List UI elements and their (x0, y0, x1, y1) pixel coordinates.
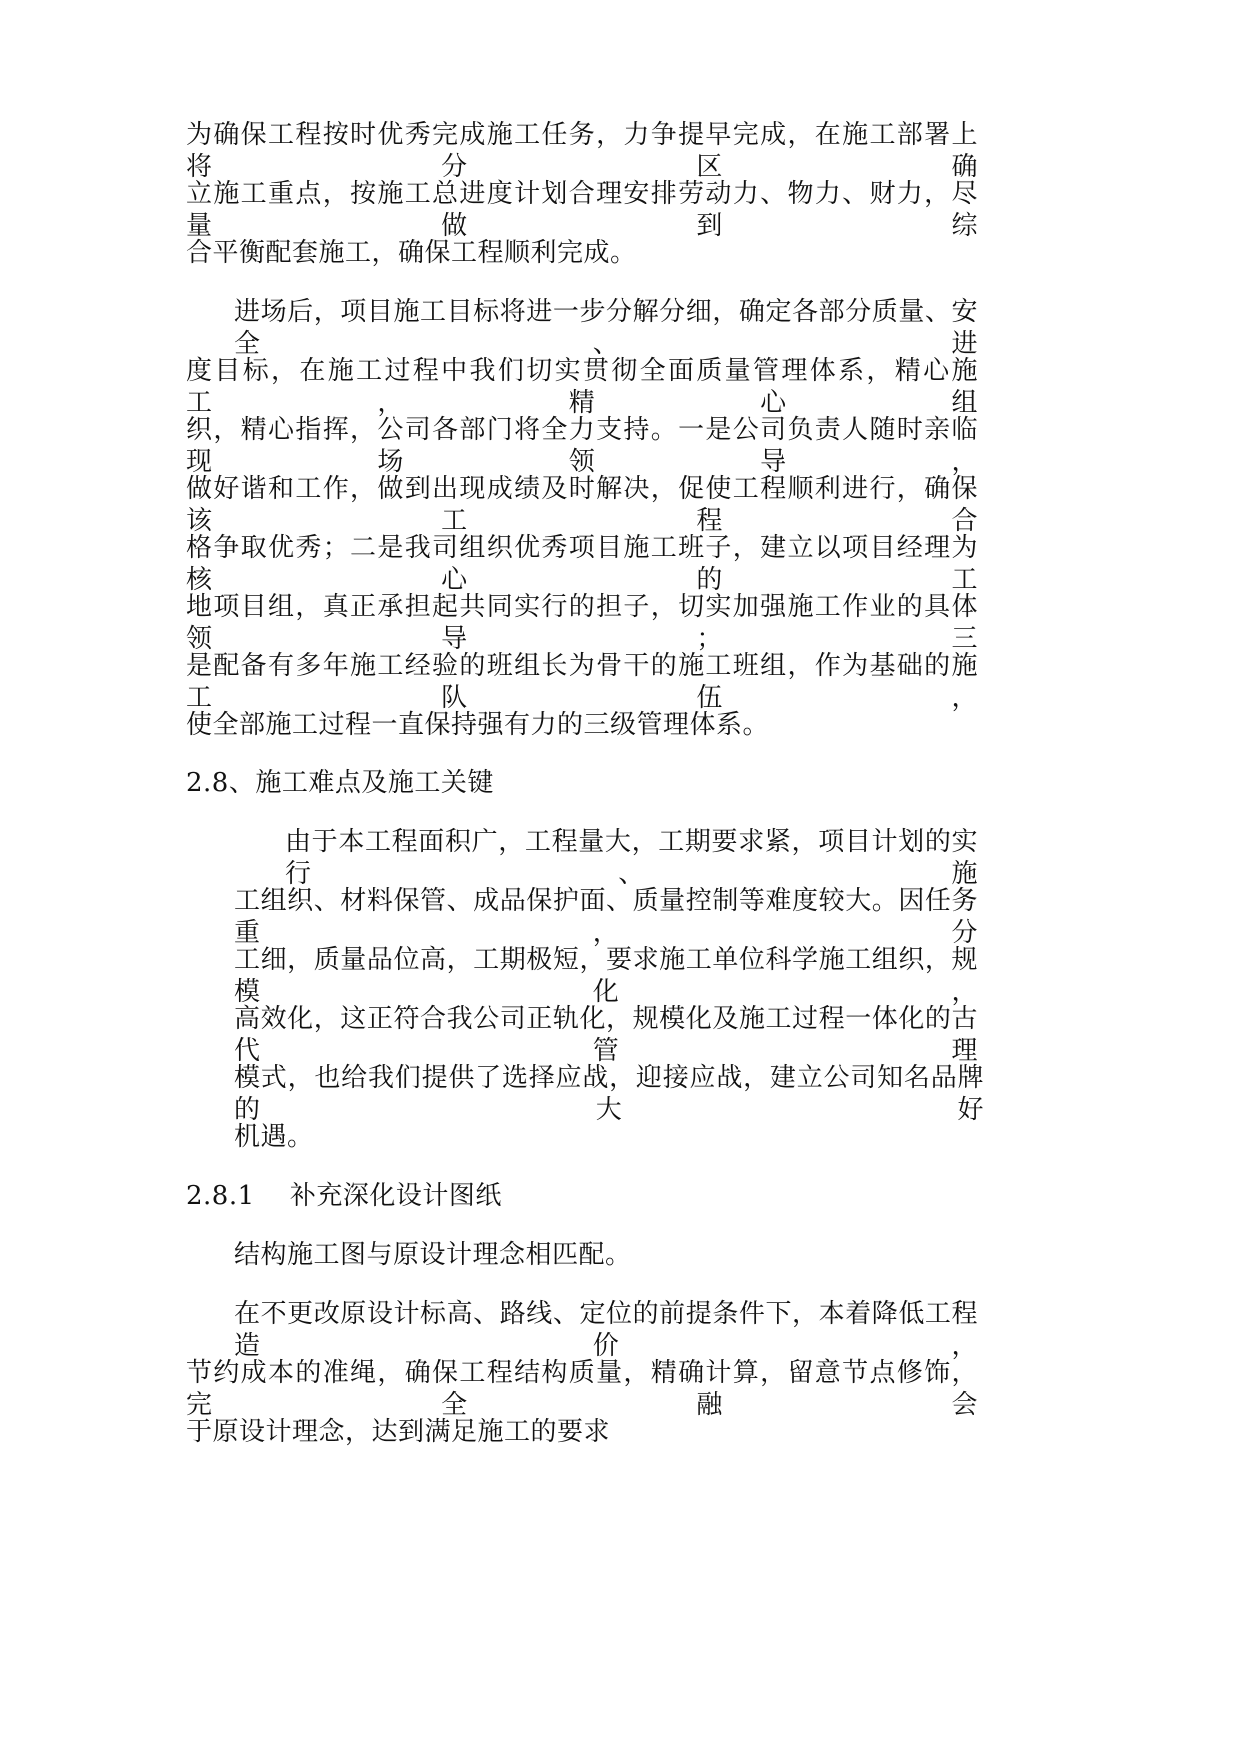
paragraph2-line-5: 格争取优秀；二是我司组织优秀项目施工班子，建立以项目经理为核心的工 (186, 533, 978, 595)
section-2-8-1-paragraph2-line-2: 节约成本的准绳，确保工程结构质量，精确计算，留意节点修饰，完全融会 (186, 1358, 978, 1420)
paragraph2-line-7: 是配备有多年施工经验的班组长为骨干的施工班组，作为基础的施工队伍， (186, 651, 978, 713)
section-2-8-line-5: 模式，也给我们提供了选择应战，迎接应战，建立公司知名品牌的大好 (234, 1063, 984, 1125)
section-2-8-line-4: 高效化，这正符合我公司正轨化，规模化及施工过程一体化的古代管理 (234, 1004, 978, 1066)
paragraph1-line-3: 合平衡配套施工，确保工程顺利完成。 (186, 238, 637, 268)
section-2-8-1-paragraph1: 结构施工图与原设计理念相匹配。 (234, 1240, 632, 1270)
section-2-8-heading: 2.8、施工难点及施工关键 (186, 768, 494, 798)
section-2-8-line-6: 机遇。 (234, 1122, 314, 1152)
paragraph1-line-1: 为确保工程按时优秀完成施工任务，力争提早完成，在施工部署上将分区确 (186, 120, 978, 182)
paragraph2-line-2: 度目标，在施工过程中我们切实贯彻全面质量管理体系，精心施工，精心组 (186, 356, 978, 418)
section-2-8-line-3: 工细，质量品位高，工期极短，要求施工单位科学施工组织，规模化， (234, 945, 978, 1007)
section-2-8-line-2: 工组织、材料保管、成品保护面、质量控制等难度较大。因任务重，分 (234, 886, 978, 948)
paragraph2-line-4: 做好谐和工作，做到出现成绩及时解决，促使工程顺利进行，确保该工程合 (186, 474, 978, 536)
paragraph2-line-3: 织，精心指挥，公司各部门将全力支持。一是公司负责人随时亲临现场领导， (186, 415, 978, 477)
section-2-8-1-paragraph2-line-3: 于原设计理念，达到满足施工的要求 (186, 1417, 611, 1447)
section-2-8-line-1: 由于本工程面积广，工程量大，工期要求紧，项目计划的实行、施 (285, 827, 978, 889)
section-2-8-1-paragraph2-line-1: 在不更改原设计标高、路线、定位的前提条件下，本着降低工程造价， (234, 1299, 978, 1361)
section-2-8-1-heading: 2.8.1 补充深化设计图纸 (186, 1181, 502, 1211)
paragraph1-line-2: 立施工重点，按施工总进度计划合理安排劳动力、物力、财力，尽量做到综 (186, 179, 978, 241)
paragraph2-line-6: 地项目组，真正承担起共同实行的担子，切实加强施工作业的具体领导；三 (186, 592, 978, 654)
paragraph2-line-1: 进场后，项目施工目标将进一步分解分细，确定各部分质量、安全、进 (234, 297, 978, 359)
paragraph2-line-8: 使全部施工过程一直保持强有力的三级管理体系。 (186, 710, 770, 740)
